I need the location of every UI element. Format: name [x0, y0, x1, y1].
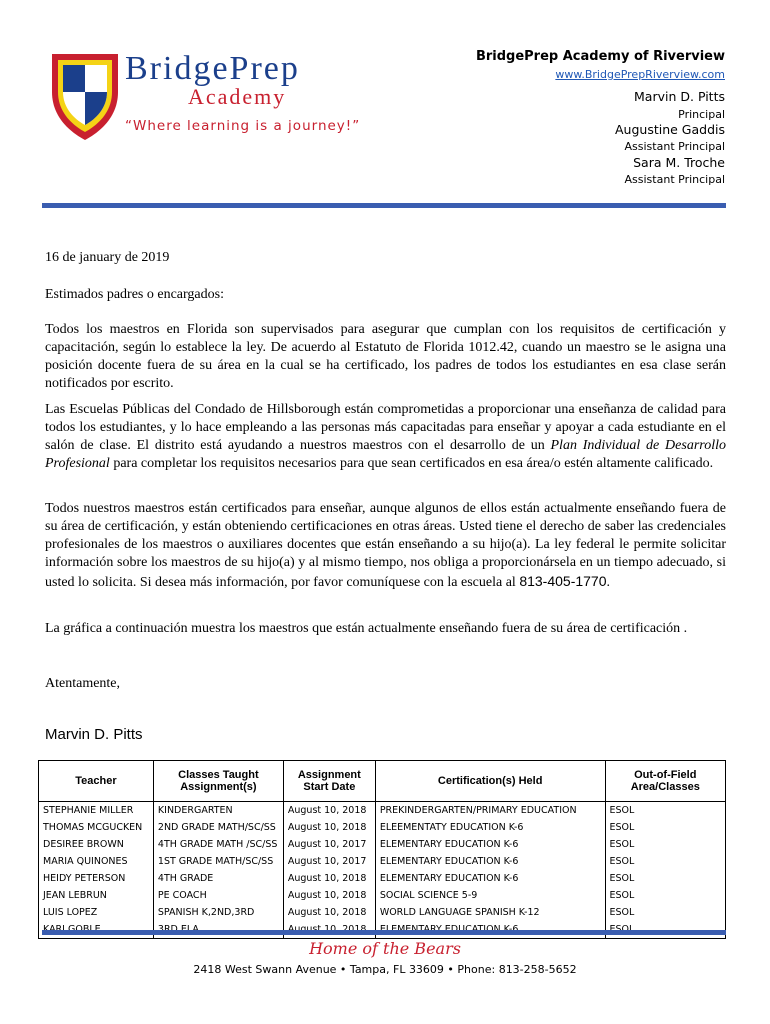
shield-logo-icon: [50, 52, 120, 142]
table-row: JEAN LEBRUN PE COACH August 10, 2018 SOCIAL SCIENCE 5-9 ESOL: [39, 887, 726, 904]
assistant-principal-2-role: Assistant Principal: [624, 173, 725, 186]
col-certification: Certification(s) Held: [375, 761, 605, 802]
col-out-of-field: Out-of-Field Area/Classes: [605, 761, 725, 802]
logo-name: BridgePrep: [125, 50, 300, 87]
table-row: DESIREE BROWN 4TH GRADE MATH /SC/SS August 10, 2017 ELEMENTARY EDUCATION K-6 ESOL: [39, 836, 726, 853]
school-phone: 813-405-1770: [519, 573, 607, 589]
assistant-principal-1-role: Assistant Principal: [624, 140, 725, 153]
header-divider: [42, 203, 726, 208]
school-title: BridgePrep Academy of Riverview: [475, 49, 725, 64]
footer-title: Home of the Bears: [309, 939, 461, 958]
footer-address: 2418 West Swann Avenue • Tampa, FL 33609 • Phone: 813-258-5652: [193, 963, 577, 976]
footer-divider: [42, 930, 726, 935]
letter-closing: Atentamente,: [45, 676, 121, 691]
letter-paragraph-2: Las Escuelas Públicas del Condado de Hillsborough están comprometidas a proporcionar una enseñanza de calidad para todos los estudiantes, y lo hace empleando a las personas más capacitadas para enseñar y apoyar a cada estudiante en el salón de clase. El distrito está ayudando a nuestros maestros con el desarrollo de un Plan Individual de Desarrollo Profesional para completar los requisitos necesarios para que sean certificados en esa área/o estén altamente calificado.: [45, 402, 726, 471]
assistant-principal-2-name: Sara M. Troche: [633, 155, 725, 170]
principal-role: Principal: [678, 108, 725, 121]
table-row: THOMAS MCGUCKEN 2ND GRADE MATH/SC/SS August 10, 2018 ELEEMENTATY EDUCATION K-6 ESOL: [39, 819, 726, 836]
table-row: LUIS LOPEZ SPANISH K,2ND,3RD August 10, 2018 WORLD LANGUAGE SPANISH K-12 ESOL: [39, 904, 726, 921]
plan-emphasis: Plan Individual de Desarrollo Profesional: [45, 438, 726, 471]
principal-name: Marvin D. Pitts: [634, 89, 725, 104]
letter-signature: Marvin D. Pitts: [45, 726, 143, 743]
letter-date: 16 de january de 2019: [45, 250, 170, 265]
logo-subtitle: Academy: [188, 84, 287, 109]
letter-paragraph-3: Todos nuestros maestros están certificados para enseñar, aunque algunos de ellos están actualmente enseñando fuera de su área de certificación, y están obteniendo certificaciones en otras áreas. Usted tiene el derecho de saber las credenciales profesionales de los maestros o auxiliares docentes que están enseñando a su hijo(a). La ley federal le permite solicitar información sobre los maestros de su hijo(a) y al mismo tiempo, nos obliga a proporcionársela en un tiempo adecuado, si usted lo solicita. Si desea más información, por favor comuníquese con la escuela al 813-405-1770.: [45, 501, 726, 590]
table-row: HEIDY PETERSON 4TH GRADE August 10, 2018 ELEMENTARY EDUCATION K-6 ESOL: [39, 870, 726, 887]
logo-tagline: “Where learning is a journey!”: [125, 118, 361, 134]
col-teacher: Teacher: [39, 761, 154, 802]
school-website-link[interactable]: www.BridgePrepRiverview.com: [555, 68, 725, 81]
assistant-principal-1-name: Augustine Gaddis: [614, 122, 725, 137]
letter-paragraph-4: La gráfica a continuación muestra los maestros que están actualmente enseñando fuera de su área de certificación .: [45, 621, 688, 636]
letter-paragraph-1: Todos los maestros en Florida son supervisados para asegurar que cumplan con los requisitos de certificación y capacitación, según lo establece la ley. De acuerdo al Estatuto de Florida 1012.42, cuando un maestro se le asigna una posición docente fuera de su área en la cual se ha certificado, los padres de todos los estudiantes en esa clase serán notificados por escrito.: [45, 322, 726, 391]
col-start-date: Assignment Start Date: [283, 761, 375, 802]
table-row: MARIA QUINONES 1ST GRADE MATH/SC/SS August 10, 2017 ELEMENTARY EDUCATION K-6 ESOL: [39, 853, 726, 870]
table-header-row: [39, 761, 726, 802]
letter-salutation: Estimados padres o encargados:: [45, 287, 224, 302]
col-classes: Classes Taught Assignment(s): [153, 761, 283, 802]
table-row: STEPHANIE MILLER KINDERGARTEN August 10, 2018 PREKINDERGARTEN/PRIMARY EDUCATION ESOL: [39, 802, 726, 820]
out-of-field-teachers-table: [38, 760, 726, 939]
